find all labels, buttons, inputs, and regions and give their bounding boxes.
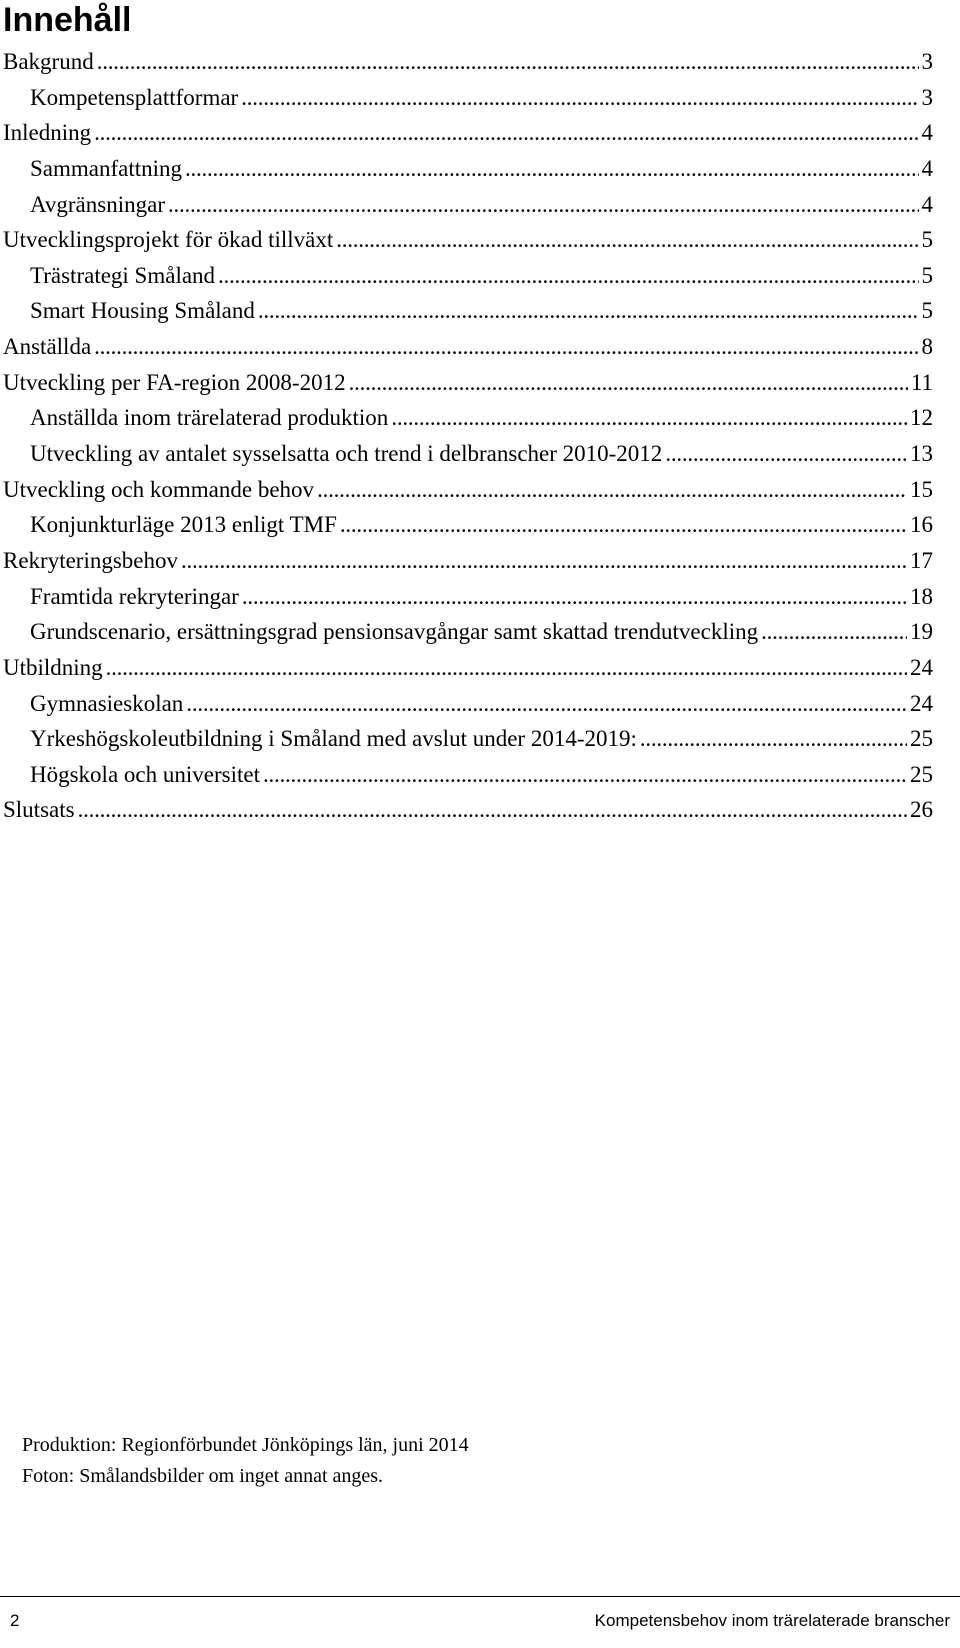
toc-dot-leader — [218, 258, 918, 294]
toc-entry[interactable] — [0, 614, 960, 650]
toc-entry-title: Inledning — [3, 120, 92, 146]
toc-dot-leader — [97, 44, 919, 80]
toc-dot-leader — [181, 543, 907, 579]
toc-entry-page: 19 — [910, 619, 933, 645]
toc-entry-title: Utveckling av antalet sysselsatta och trend i delbranscher 2010-2012 — [30, 441, 663, 467]
toc-entry[interactable] — [0, 650, 960, 686]
toc-entry-title: Utvecklingsprojekt för ökad tillväxt — [3, 227, 334, 253]
toc-dot-leader — [186, 686, 907, 722]
toc-entry[interactable] — [0, 258, 960, 294]
colophon — [22, 1430, 469, 1492]
toc-dot-leader — [665, 436, 907, 472]
toc-entry-title: Anställda — [3, 334, 92, 360]
toc-entry-title: Rekryteringsbehov — [3, 547, 179, 573]
toc-entry[interactable] — [0, 757, 960, 793]
toc-heading: Innehåll — [3, 1, 132, 39]
toc-entry-page: 4 — [921, 191, 933, 217]
toc-entry[interactable] — [0, 543, 960, 579]
toc-entry-title: Framtida rekryteringar — [30, 583, 239, 609]
toc-dot-leader — [242, 579, 907, 615]
toc-dot-leader — [761, 614, 907, 650]
toc-entry-page: 11 — [910, 369, 933, 395]
toc-dot-leader — [168, 187, 919, 223]
toc-entry-title: Bakgrund — [3, 49, 94, 74]
toc-entry[interactable] — [0, 792, 960, 828]
toc-dot-leader — [349, 365, 908, 401]
toc-entry-page: 4 — [921, 155, 933, 181]
toc-entry-title: Högskola och universitet — [30, 761, 260, 787]
toc-entry-page: 5 — [921, 262, 933, 288]
toc-dot-leader — [78, 792, 907, 828]
photo-credit: Foton: Smålandsbilder om inget annat anges. — [22, 1465, 384, 1487]
toc-entry[interactable] — [0, 472, 960, 508]
toc-dot-leader — [336, 222, 918, 258]
toc-entry-page: 4 — [921, 120, 933, 146]
footer-document-title: Kompetensbehov inom trärelaterade branscher — [594, 1611, 950, 1630]
toc-dot-leader — [106, 650, 907, 686]
toc-dot-leader — [258, 293, 919, 329]
toc-entry-page: 17 — [910, 547, 933, 573]
toc-entry-title: Avgränsningar — [30, 191, 165, 217]
toc-entry-page: 25 — [910, 726, 933, 752]
toc-entry-page: 3 — [921, 49, 933, 74]
toc-entry-title: Slutsats — [3, 797, 75, 823]
toc-entry[interactable] — [0, 115, 960, 151]
footer-page-number: 2 — [10, 1611, 20, 1630]
toc-entry-title: Anställda inom trärelaterad produktion — [30, 405, 389, 431]
toc-entry[interactable] — [0, 222, 960, 258]
toc-dot-leader — [94, 115, 918, 151]
toc-dot-leader — [241, 80, 918, 116]
toc-entry-page: 5 — [921, 298, 933, 324]
toc-entry-page: 12 — [910, 405, 933, 431]
toc-dot-leader — [317, 472, 907, 508]
toc-entry-page: 13 — [910, 441, 933, 467]
toc-entry-page: 8 — [921, 334, 933, 360]
toc-entry-page: 16 — [910, 512, 933, 538]
toc-entry[interactable] — [0, 686, 960, 722]
footer-divider — [0, 1596, 960, 1597]
toc-entry-title: Utbildning — [3, 654, 103, 680]
toc-entry[interactable] — [0, 721, 960, 757]
toc-entry[interactable] — [0, 80, 960, 116]
toc-entry-page: 3 — [921, 84, 933, 110]
toc-entry[interactable] — [0, 365, 960, 401]
toc-entry-page: 15 — [910, 476, 933, 502]
toc-entry-title: Utveckling och kommande behov — [3, 476, 315, 502]
toc-entry-page: 24 — [910, 690, 933, 716]
toc-entry[interactable] — [0, 151, 960, 187]
toc-entry-title: Kompetensplattformar — [30, 84, 239, 110]
toc-entry[interactable] — [0, 44, 960, 80]
toc-entry-title: Trästrategi Småland — [30, 262, 216, 288]
toc-entry-title: Smart Housing Småland — [30, 298, 255, 324]
toc-entry-title: Konjunkturläge 2013 enligt TMF — [30, 512, 337, 538]
toc-dot-leader — [340, 507, 907, 543]
production-credit: Produktion: Regionförbundet Jönköpings län, juni 2014 — [22, 1434, 469, 1456]
toc-entry-title: Sammanfattning — [30, 155, 183, 181]
toc-entry[interactable] — [0, 187, 960, 223]
toc-entry-title: Gymnasieskolan — [30, 690, 184, 716]
toc-dot-leader — [94, 329, 918, 365]
toc-entry[interactable] — [0, 579, 960, 615]
toc-entry-title: Yrkeshögskoleutbildning i Småland med avslut under 2014-2019: — [30, 726, 637, 752]
toc-entry-title: Utveckling per FA-region 2008-2012 — [3, 369, 346, 395]
toc-entry[interactable] — [0, 507, 960, 543]
toc-entry-page: 26 — [910, 797, 933, 823]
table-of-contents — [0, 44, 960, 828]
toc-dot-leader — [640, 721, 907, 757]
toc-entry-page: 25 — [910, 761, 933, 787]
toc-entry-title: Grundscenario, ersättningsgrad pensionsavgångar samt skattad trendutveckling — [30, 619, 759, 645]
toc-entry-page: 24 — [910, 654, 933, 680]
toc-entry[interactable] — [0, 436, 960, 472]
toc-entry[interactable] — [0, 293, 960, 329]
toc-entry[interactable] — [0, 329, 960, 365]
toc-entry-page: 18 — [910, 583, 933, 609]
toc-entry[interactable] — [0, 400, 960, 436]
toc-dot-leader — [185, 151, 918, 187]
toc-dot-leader — [263, 757, 907, 793]
toc-dot-leader — [391, 400, 907, 436]
toc-entry-page: 5 — [921, 227, 933, 253]
